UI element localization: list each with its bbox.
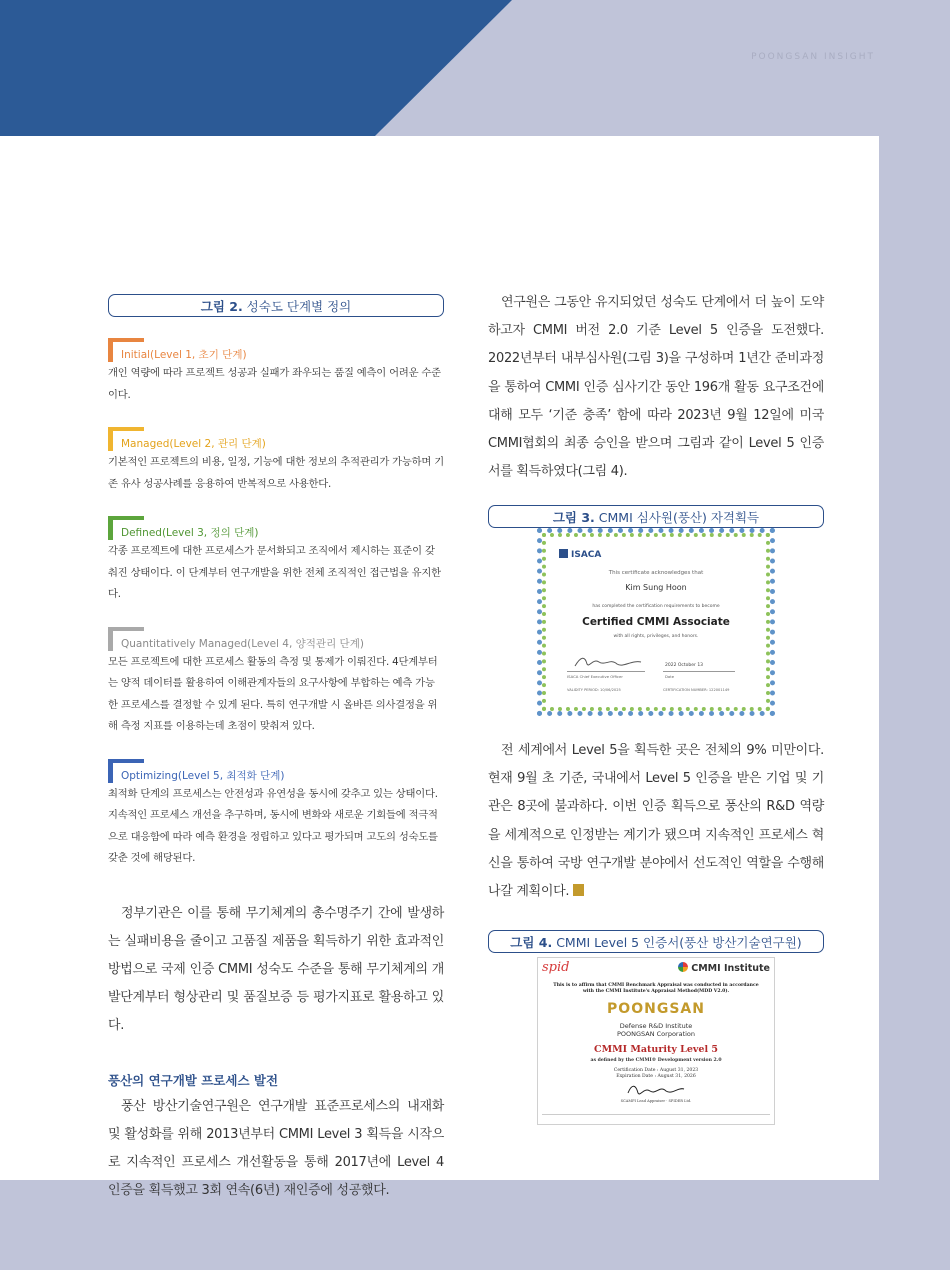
cert3-date-line: [663, 671, 735, 672]
cert4-appraiser: SCAMPI Lead Appraiser · SPIDER Ltd.: [620, 1099, 692, 1103]
level-5-title: Optimizing(Level 5, 최적화 단계): [108, 759, 444, 783]
cert3-signature-line: [567, 671, 645, 672]
cert4-defined: as defined by the CMMI® Development version 2.0: [590, 1058, 722, 1063]
cert3-name: Kim Sung Hoon: [625, 583, 687, 592]
level-1-description: 개인 역량에 따라 프로젝트 성공과 실패가 좌우되는 품질 예측이 어려운 수준이다.: [108, 367, 441, 401]
figure3-title: [488, 505, 824, 528]
figure4-title-number: 그림 4.: [510, 935, 553, 951]
right-paragraph-1: 연구원은 그동안 유지되었던 성숙도 단계에서 더 높이 도약하고자 CMMI 버전 2.0 기준 Level 5 인증을 도전했다. 2022년부터 내부심사원(그림 3)을 구성하며 1년간 준비과정을 통하여 CMMI 인증 심사기간 동안 196개 활동 요구조건에 대해 모두 ‘기준 충족’ 함에 따라 2023년 9월 12일에 미국 CMMI협회의 최종 승인을 받으며 그림과 같이 Level 5 인증서를 획득하였다(그림 4).: [488, 295, 824, 480]
level-1-block: [108, 338, 444, 406]
level-1-title: Initial(Level 1, 초기 단계): [108, 338, 444, 362]
isaca-logo: [559, 549, 601, 560]
level-4-description: 모든 프로젝트에 대한 프로세스 활동의 측정 및 통제가 이뤄진다. 4단계부터는 양적 데이터를 활용하여 이해관계자들의 요구사항에 부합하는 예측 가능한 프로세스를 결정할 수 있게 된다. 특히 연구개발 시 올바른 의사결정을 위해 측정 지표를 이용하는데 초점이 맞춰져 있다.: [108, 655, 438, 732]
level-4-block: [108, 627, 444, 738]
left-paragraph: 정부기관은 이를 통해 무기체계의 총수명주기 간에 발생하는 실패비용을 줄이고 고품질 제품을 획득하기 위한 효과적인 방법으로 국제 인증 CMMI 성숙도 수준을 통해 무기체계의 개발단계부터 형상관리 및 품질보증 등 평가지표로 활용하고 있다.: [108, 905, 444, 1034]
section-paragraph: 풍산 방산기술연구원은 연구개발 표준프로세스의 내재화 및 활성화를 위해 2013년부터 CMMI Level 3 획득을 시작으로 지속적인 프로세스 개선활동을 통해 2017년에 Level 4 인증을 획득했고 3회 연속(6년) 재인증에 성공했다.: [108, 1098, 444, 1199]
level-3-title: Defined(Level 3, 정의 단계): [108, 516, 444, 540]
cert3-completed: has completed the certification requirements to become: [592, 604, 720, 609]
level-2-title: Managed(Level 2, 관리 단계): [108, 427, 444, 451]
cert3-cert-number: CERTIFICATION NUMBER: 122001149: [663, 688, 730, 692]
cert4-exp-date: Expiration Date : August 31, 2026: [616, 1074, 696, 1079]
cert3-title: Certified CMMI Associate: [582, 616, 730, 628]
end-mark-icon: [573, 884, 584, 896]
left-column: [108, 294, 444, 1205]
figure2-title-number: 그림 2.: [200, 299, 243, 314]
figure4-title: [488, 930, 824, 953]
cert3-acknowledges: This certificate acknowledges that: [608, 570, 704, 576]
level-5-description: 최적화 단계의 프로세스는 안전성과 유연성을 동시에 갖추고 있는 상태이다. 지속적인 프로세스 개선을 추구하며, 동시에 변화와 새로운 기회들에 적극적으로 대응함에 따라 예측 환경을 정립하고 있다고 평가되며 고도의 성숙도를 갖춘 것에 해당된다.: [108, 787, 438, 864]
header-pagination-text: POONGSAN INSIGHT: [751, 52, 875, 62]
figure3-title-text: CMMI 심사원(풍산) 자격획득: [594, 510, 760, 526]
cert3-rights: with all rights, privileges, and honors.: [613, 634, 699, 639]
cert3-date: 2022 October 13: [665, 663, 704, 668]
right-column-lower: [488, 737, 824, 953]
cmmi-institute-logo: [678, 962, 770, 974]
level-3-block: [108, 516, 444, 606]
figure3-certificate-image: [537, 528, 775, 716]
section-heading: 풍산의 연구개발 프로세스 발전: [108, 1072, 279, 1088]
cert3-date-label: Date: [665, 674, 675, 679]
level-3-description: 각종 프로젝트에 대한 프로세스가 문서화되고 조직에서 제시하는 표준이 갖춰진 상태이다. 이 단계부터 연구개발을 위한 전체 조직적인 접근법을 유지한다.: [108, 545, 441, 600]
cert4-affirm-2: with the CMMI Institute's Appraisal Method(MDD V2.0).: [582, 989, 730, 994]
cert4-unit-1: Defense R&D Institute: [619, 1022, 693, 1030]
cert4-signature: [626, 1081, 686, 1099]
figure2-title-text: 성숙도 단계별 정의: [242, 299, 352, 314]
cert4-footer-line: [542, 1114, 770, 1115]
cert4-unit-2: POONGSAN Corporation: [616, 1030, 696, 1038]
level-5-block: [108, 759, 444, 870]
figure4-certificate-image: [537, 957, 775, 1125]
header-banner: [0, 0, 950, 137]
cert4-maturity: CMMI Maturity Level 5: [594, 1044, 718, 1055]
level-2-description: 기본적인 프로젝트의 비용, 일정, 기능에 대한 정보의 추적관리가 가능하며 기존 유사 성공사례를 응용하여 반복적으로 사용한다.: [108, 456, 444, 490]
right-paragraph-2: [488, 737, 824, 906]
cert3-signature: [573, 652, 643, 672]
right-column: [488, 289, 824, 528]
cert4-cert-date: Certification Date : August 31, 2023: [613, 1068, 699, 1073]
figure3-title-number: 그림 3.: [552, 510, 595, 526]
cmmi-logo-icon: [678, 962, 688, 972]
right-paragraph-2-text: 전 세계에서 Level 5을 획득한 곳은 전체의 9% 미만이다. 현재 9월 초 기준, 국내에서 Level 5 인증을 받은 기업 및 기관은 8곳에 불과하다. 이번 인증 획득으로 풍산의 R&D 역량을 세계적으로 인정받는 계기가 됐으며 지속적인 프로세스 혁신을 통하여 국방 연구개발 분야에서 선도적인 역할을 수행해 나갈 계획이다.: [488, 743, 824, 900]
level-4-title: Quantitatively Managed(Level 4, 양적관리 단계): [108, 627, 444, 651]
cmmi-institute-text: CMMI Institute: [691, 963, 770, 974]
cert4-affirm-1: This is to affirm that CMMI Benchmark Appraisal was conducted in accordance: [553, 983, 759, 988]
figure2-title: [108, 294, 444, 317]
cert3-validity: VALIDITY PERIOD: 10/06/2025: [567, 688, 621, 692]
isaca-logo-text: ISACA: [571, 550, 602, 560]
isaca-logo-icon: [559, 549, 568, 558]
spid-logo: spid: [542, 960, 570, 975]
poongsan-logo: POONGSAN: [607, 1001, 705, 1017]
cert3-officer: ISACA Chief Executive Officer: [567, 674, 623, 679]
level-2-block: [108, 427, 444, 495]
figure4-title-text: CMMI Level 5 인증서(풍산 방산기술연구원): [552, 935, 802, 951]
